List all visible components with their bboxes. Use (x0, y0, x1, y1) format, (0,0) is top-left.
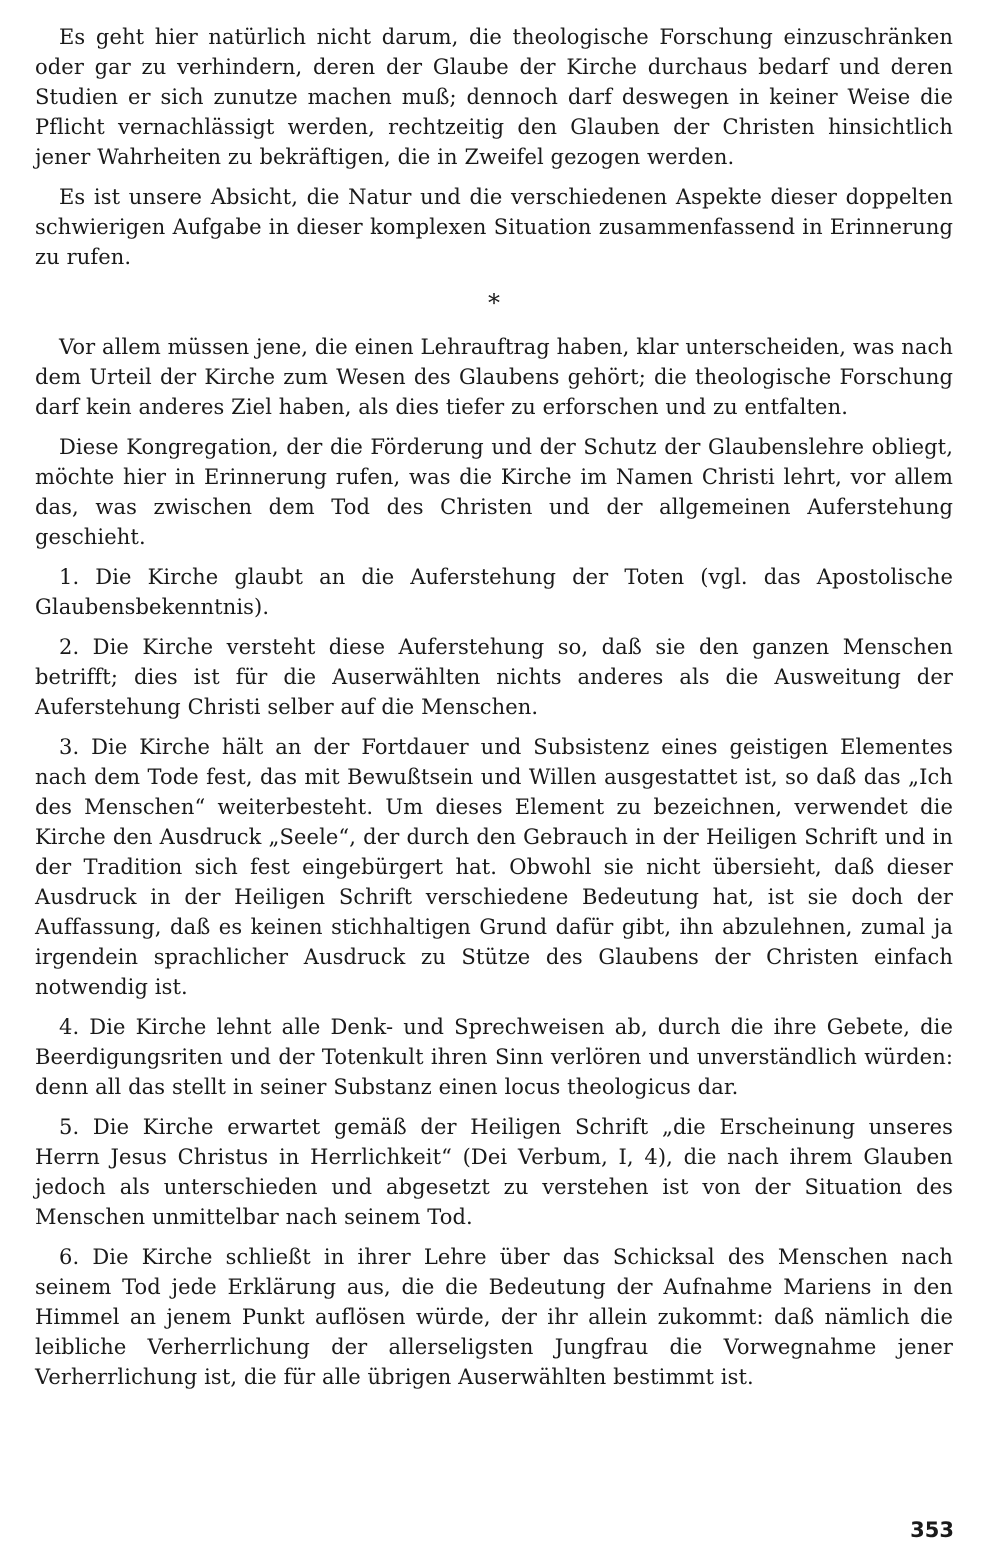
numbered-point-3: 3. Die Kirche hält an der Fortdauer und Subsistenz eines geistigen Elementes nach dem Tode fest, das mit Bewußtsein und Willen ausgestattet ist, so daß das „Ich des Menschen“ weiterbesteht. Um dieses Element zu bezeichnen, verwendet die Kirche den Ausdruck „Seele“, der durch den Gebrauch in der Heiligen Schrift und in der Tradition sich fest eingebürgert hat. Obwohl sie nicht übersieht, daß dieser Ausdruck in der Heiligen Schrift verschiedene Bedeutung hat, ist sie doch der Auffassung, daß es keinen stichhaltigen Grund dafür gibt, ihn abzulehnen, zumal ja irgendein sprachlicher Ausdruck zu Stütze des Glaubens der Christen einfach notwendig ist. (35, 735, 953, 999)
numbered-point-5: 5. Die Kirche erwartet gemäß der Heiligen Schrift „die Erscheinung unseres Herrn Jesus Christus in Herrlichkeit“ (Dei Verbum, I, 4), die nach ihrem Glauben jedoch als unterschieden und abgesetzt zu verstehen ist von der Situation des Menschen unmittelbar nach seinem Tod. (35, 1115, 953, 1229)
paragraph-intro-2: Es ist unsere Absicht, die Natur und die verschiedenen Aspekte dieser doppelten schwierigen Aufgabe in dieser komplexen Situation zusammenfassend in Erinnerung zu rufen. (35, 185, 953, 269)
paragraph-main-2: Diese Kongregation, der die Förderung und der Schutz der Glaubenslehre obliegt, möchte hier in Erinnerung rufen, was die Kirche im Namen Christi lehrt, vor allem das, was zwischen dem Tod des Christen und der allgemeinen Auferstehung geschieht. (35, 435, 953, 549)
numbered-point-4: 4. Die Kirche lehnt alle Denk- und Sprechweisen ab, durch die ihre Gebete, die Beerdigungsriten und der Totenkult ihren Sinn verlören und unverständlich würden: denn all das stellt in seiner Substanz einen locus theologicus dar. (35, 1015, 953, 1099)
numbered-point-6: 6. Die Kirche schließt in ihrer Lehre über das Schicksal des Menschen nach seinem Tod jede Erklärung aus, die die Bedeutung der Aufnahme Mariens in den Himmel an jenem Punkt auflösen würde, der ihr allein zukommt: daß nämlich die leibliche Verherrlichung der allerseligsten Jungfrau die Vorwegnahme jener Verherrlichung ist, die für alle übrigen Auserwählten bestimmt ist. (35, 1245, 953, 1389)
document-page (35, 22, 953, 1402)
section-separator: * (488, 289, 500, 317)
paragraph-main-1: Vor allem müssen jene, die einen Lehrauftrag haben, klar unterscheiden, was nach dem Urteil der Kirche zum Wesen des Glaubens gehört; die theologische Forschung darf kein anderes Ziel haben, als dies tiefer zu erforschen und zu entfalten. (35, 335, 953, 419)
numbered-point-2: 2. Die Kirche versteht diese Auferstehung so, daß sie den ganzen Menschen betrifft; dies ist für die Auserwählten nichts anderes als die Ausweitung der Auferstehung Christi selber auf die Menschen. (35, 635, 953, 719)
paragraph-intro-1: Es geht hier natürlich nicht darum, die theologische Forschung einzuschränken oder gar zu verhindern, deren der Glaube der Kirche durchaus bedarf und deren Studien er sich zunutze machen muß; dennoch darf deswegen in keiner Weise die Pflicht vernachlässigt werden, rechtzeitig den Glauben der Christen hinsichtlich jener Wahrheiten zu bekräftigen, die in Zweifel gezogen werden. (35, 25, 953, 169)
page-number: 353 (910, 1518, 954, 1542)
numbered-point-1: 1. Die Kirche glaubt an die Auferstehung der Toten (vgl. das Apostolische Glaubensbekenntnis). (35, 565, 953, 619)
